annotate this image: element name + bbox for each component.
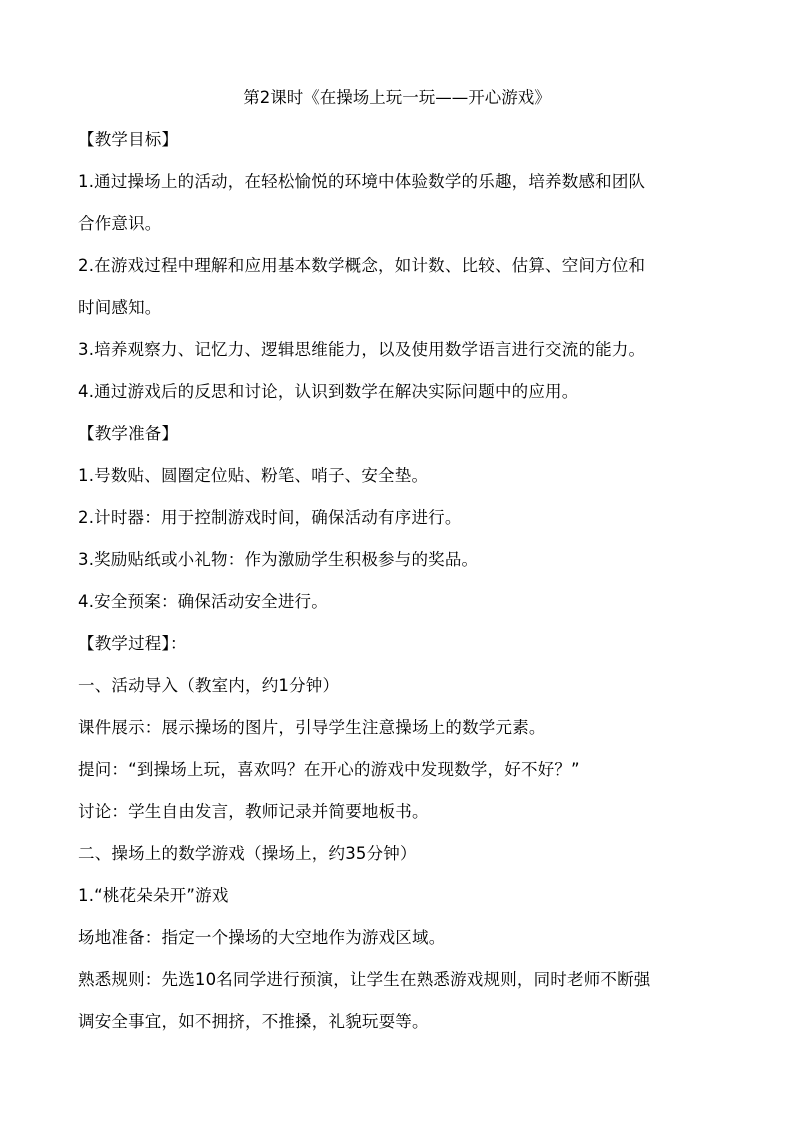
game-1-heading: 1.“桃花朵朵开”游戏 — [78, 886, 229, 905]
preparation-1: 1.号数贴、圆圈定位贴、粉笔、哨子、安全垫。 — [78, 466, 429, 485]
preparation-4: 4.安全预案：确保活动安全进行。 — [78, 592, 328, 611]
heading-teaching-preparation: 【教学准备】 — [78, 424, 179, 443]
section-2-heading: 二、操场上的数学游戏（操场上，约35分钟） — [78, 844, 417, 863]
game-1-rules-line-2: 调安全事宜，如不拥挤，不推搡，礼貌玩耍等。 — [78, 1012, 429, 1031]
objective-4: 4.通过游戏后的反思和讨论，认识到数学在解决实际问题中的应用。 — [78, 382, 579, 401]
objective-3: 3.培养观察力、记忆力、逻辑思维能力，以及使用数学语言进行交流的能力。 — [78, 340, 646, 359]
preparation-3: 3.奖励贴纸或小礼物：作为激励学生积极参与的奖品。 — [78, 550, 479, 569]
game-1-venue: 场地准备：指定一个操场的大空地作为游戏区域。 — [78, 928, 446, 947]
section-1-question: 提问：“到操场上玩，喜欢吗？在开心的游戏中发现数学，好不好？” — [78, 760, 580, 779]
heading-teaching-objectives: 【教学目标】 — [78, 130, 179, 149]
game-1-rules-line-1: 熟悉规则：先选10名同学进行预演，让学生在熟悉游戏规则，同时老师不断强 — [78, 970, 651, 989]
objective-1-line-1: 1.通过操场上的活动，在轻松愉悦的环境中体验数学的乐趣，培养数感和团队 — [78, 172, 646, 191]
preparation-2: 2.计时器：用于控制游戏时间，确保活动有序进行。 — [78, 508, 462, 527]
objective-2-line-1: 2.在游戏过程中理解和应用基本数学概念，如计数、比较、估算、空间方位和 — [78, 256, 646, 275]
section-1-discussion: 讨论：学生自由发言，教师记录并简要地板书。 — [78, 802, 429, 821]
objective-1-line-2: 合作意识。 — [78, 214, 162, 233]
lesson-title: 第2课时《在操场上玩一玩——开心游戏》 — [243, 88, 551, 107]
section-1-heading: 一、活动导入（教室内，约1分钟） — [78, 676, 340, 695]
section-1-courseware: 课件展示：展示操场的图片，引导学生注意操场上的数学元素。 — [78, 718, 546, 737]
objective-2-line-2: 时间感知。 — [78, 298, 162, 317]
heading-teaching-process: 【教学过程】： — [78, 634, 187, 653]
